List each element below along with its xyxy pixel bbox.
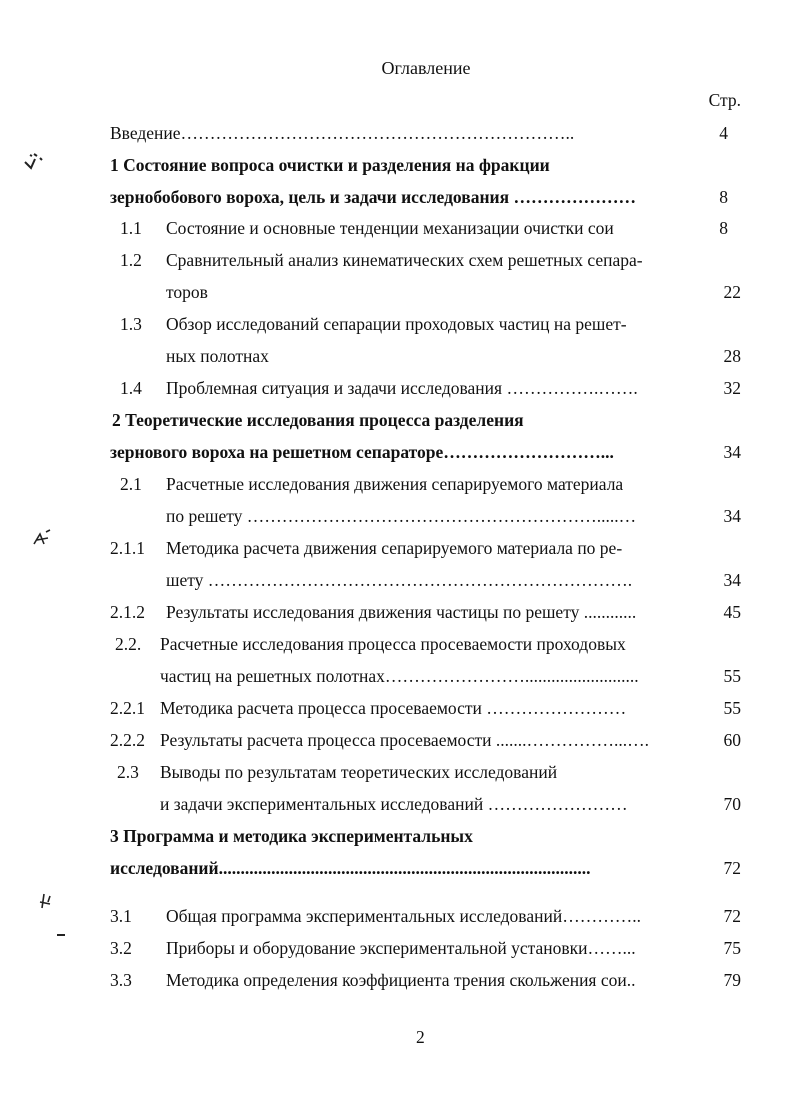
toc-chapter-heading-cont: исследований..................................................................................... bbox=[110, 858, 591, 878]
toc-section-number: 1.1 bbox=[120, 218, 142, 238]
toc-chapter-heading-cont: зернобобового вороха, цель и задачи исследования ………………… bbox=[110, 187, 636, 207]
toc-entry-page: 60 bbox=[723, 730, 741, 750]
toc-entry-text-cont: ных полотнах bbox=[166, 346, 269, 366]
toc-section-number: 2.2. bbox=[115, 634, 142, 654]
toc-entry-page: 4 bbox=[719, 123, 728, 143]
scan-mark-icon bbox=[36, 888, 60, 914]
toc-entry-page: 34 bbox=[723, 442, 741, 462]
toc-entry-page: 55 bbox=[723, 666, 741, 686]
toc-section-number: 2.2.2 bbox=[110, 730, 145, 750]
page-number: 2 bbox=[416, 1027, 425, 1047]
scan-mark-icon bbox=[30, 526, 54, 550]
toc-section-number: 2.1 bbox=[120, 474, 142, 494]
toc-entry-text-cont: по решету …………………………………………………….....… bbox=[166, 506, 637, 526]
toc-entry-page: 45 bbox=[723, 602, 741, 622]
toc-entry-page: 32 bbox=[723, 378, 741, 398]
toc-section-number: 2.1.2 bbox=[110, 602, 145, 622]
toc-entry-text: Общая программа экспериментальных исследований………….. bbox=[166, 906, 641, 926]
toc-section-number: 3.1 bbox=[110, 906, 132, 926]
toc-entry-text-cont: и задачи экспериментальных исследований …………………… bbox=[160, 794, 628, 814]
toc-entry-page: 70 bbox=[723, 794, 741, 814]
toc-entry-page: 34 bbox=[723, 570, 741, 590]
toc-entry-text: Методика определения коэффициента трения скольжения сои.. bbox=[166, 970, 636, 990]
toc-chapter-heading: 1 Состояние вопроса очистки и разделения на фракции bbox=[110, 155, 550, 175]
toc-entry-text: Введение………………………………………………………….. bbox=[110, 123, 575, 143]
toc-entry-page: 28 bbox=[723, 346, 741, 366]
toc-entry-page: 55 bbox=[723, 698, 741, 718]
toc-entry-text: Выводы по результатам теоретических исследований bbox=[160, 762, 558, 782]
scan-mark-icon bbox=[22, 150, 46, 176]
toc-section-number: 3.2 bbox=[110, 938, 132, 958]
toc-entry-text: Обзор исследований сепарации проходовых частиц на решет- bbox=[166, 314, 627, 334]
toc-entry-page: 8 bbox=[719, 187, 728, 207]
toc-section-number: 1.3 bbox=[120, 314, 142, 334]
toc-entry-text: Методика расчета процесса просеваемости …………………… bbox=[160, 698, 627, 718]
toc-entry-text: Результаты исследования движения частицы по решету ............ bbox=[166, 602, 637, 622]
page-column-header: Стр. bbox=[708, 90, 741, 110]
toc-entry-text: Результаты расчета процесса просеваемости .......……………...…. bbox=[160, 730, 650, 750]
toc-chapter-heading-cont: зернового вороха на решетном сепараторе………………………... bbox=[110, 442, 614, 462]
toc-entry-page: 72 bbox=[723, 858, 741, 878]
toc-entry-text: Методика расчета движения сепарируемого материала по ре- bbox=[166, 538, 623, 558]
toc-section-number: 1.2 bbox=[120, 250, 142, 270]
toc-entry-text: Состояние и основные тенденции механизации очистки сои bbox=[166, 218, 614, 238]
toc-section-number: 3.3 bbox=[110, 970, 132, 990]
toc-entry-text: Расчетные исследования процесса просеваемости проходовых bbox=[160, 634, 626, 654]
toc-chapter-heading: 3 Программа и методика экспериментальных bbox=[110, 826, 473, 846]
toc-entry-text: Приборы и оборудование экспериментальной установки……... bbox=[166, 938, 636, 958]
toc-chapter-heading: 2 Теоретические исследования процесса разделения bbox=[112, 410, 524, 430]
toc-entry-text: Расчетные исследования движения сепарируемого материала bbox=[166, 474, 624, 494]
toc-entry-text: Сравнительный анализ кинематических схем решетных сепара- bbox=[166, 250, 643, 270]
page-title: Оглавление bbox=[381, 58, 471, 78]
toc-entry-text-cont: торов bbox=[166, 282, 208, 302]
toc-entry-text-cont: шету ………………………………………………………………. bbox=[166, 570, 633, 590]
toc-entry-text: Проблемная ситуация и задачи исследования …………….……. bbox=[166, 378, 638, 398]
toc-entry-page: 72 bbox=[723, 906, 741, 926]
toc-section-number: 2.2.1 bbox=[110, 698, 145, 718]
toc-entry-page: 75 bbox=[723, 938, 741, 958]
toc-section-number: 2.3 bbox=[117, 762, 139, 782]
toc-section-number: 1.4 bbox=[120, 378, 142, 398]
toc-section-number: 2.1.1 bbox=[110, 538, 145, 558]
toc-entry-page: 8 bbox=[719, 218, 728, 238]
toc-entry-page: 22 bbox=[723, 282, 741, 302]
toc-entry-page: 79 bbox=[723, 970, 741, 990]
toc-entry-page: 34 bbox=[723, 506, 741, 526]
toc-entry-text-cont: частиц на решетных полотнах…………………….......................... bbox=[160, 666, 639, 686]
scan-mark-icon bbox=[55, 930, 69, 940]
